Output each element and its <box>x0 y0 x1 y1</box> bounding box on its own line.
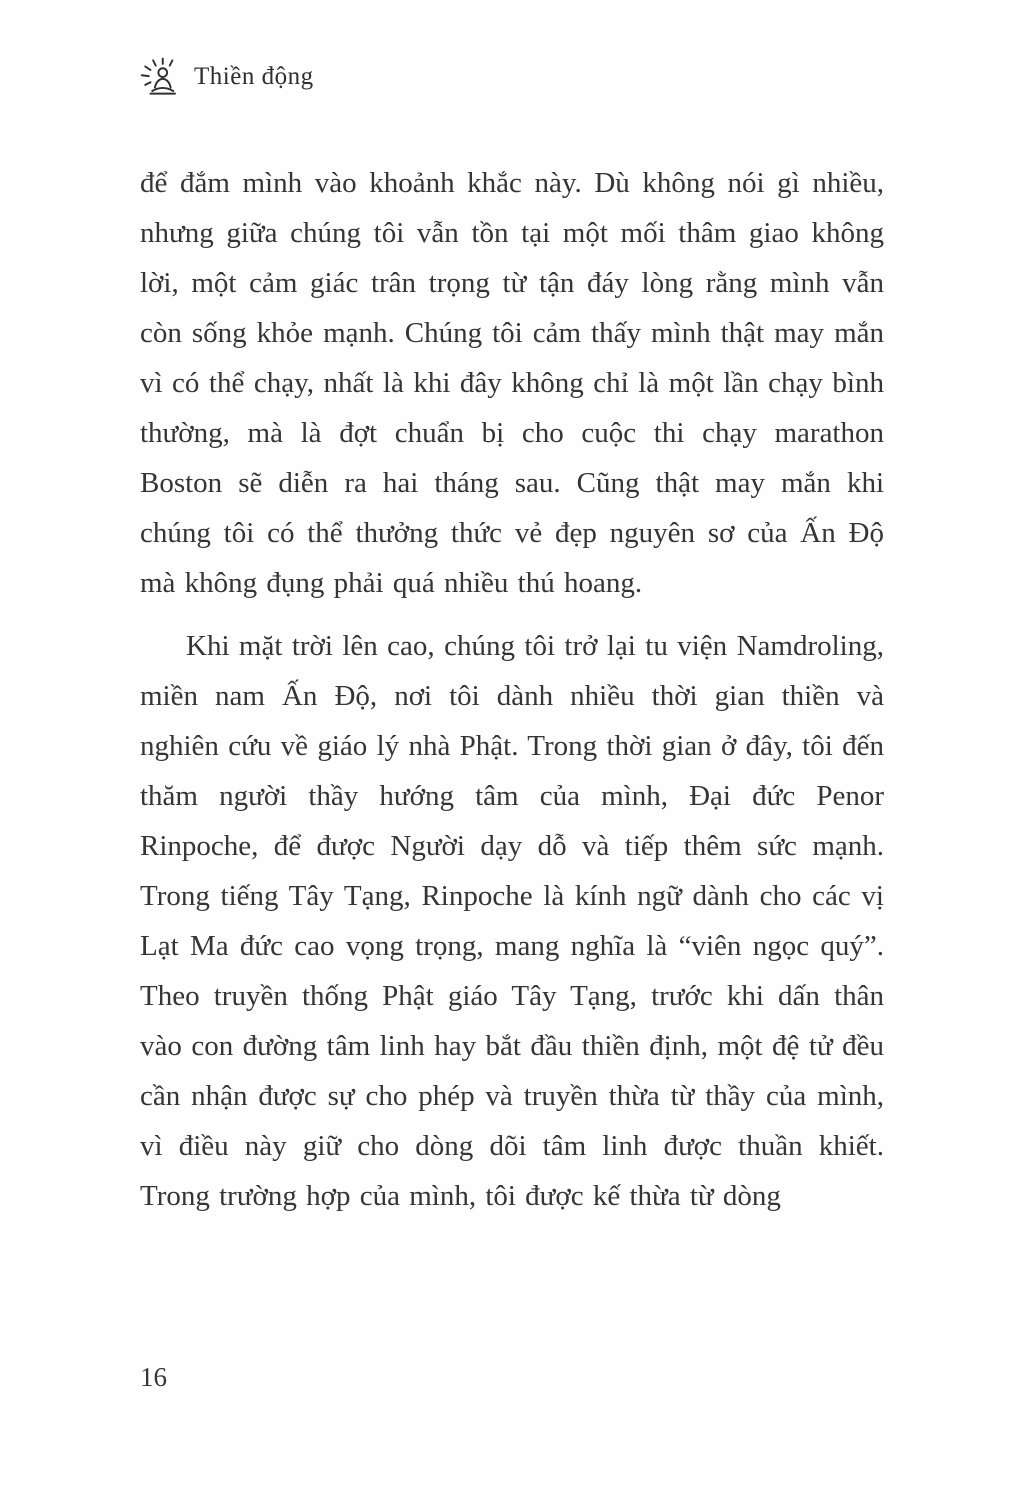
paragraph: Khi mặt trời lên cao, chúng tôi trở lại tu viện Namdroling, miền nam Ấn Độ, nơi tôi dành nhiều thời gian thiền và nghiên cứu về giáo lý nhà Phật. Trong thời gian ở đây, tôi đến thăm người thầy hướng tâm của mình, Đại đức Penor Rinpoche, để được Người dạy dỗ và tiếp thêm sức mạnh. Trong tiếng Tây Tạng, Rinpoche là kính ngữ dành cho các vị Lạt Ma đức cao vọng trọng, mang nghĩa là “viên ngọc quý”. Theo truyền thống Phật giáo Tây Tạng, trước khi dấn thân vào con đường tâm linh hay bắt đầu thiền định, một đệ tử đều cần nhận được sự cho phép và truyền thừa từ thầy của mình, vì điều này giữ cho dòng dõi tâm linh được thuần khiết. Trong trường hợp của mình, tôi được kế thừa từ dòng <box>140 630 884 1212</box>
body-text <box>140 158 884 1234</box>
paragraph: để đắm mình vào khoảnh khắc này. Dù không nói gì nhiều, nhưng giữa chúng tôi vẫn tồn tại một mối thâm giao không lời, một cảm giác trân trọng từ tận đáy lòng rằng mình vẫn còn sống khỏe mạnh. Chúng tôi cảm thấy mình thật may mắn vì có thể chạy, nhất là khi đây không chỉ là một lần chạy bình thường, mà là đợt chuẩn bị cho cuộc thi chạy marathon Boston sẽ diễn ra hai tháng sau. Cũng thật may mắn khi chúng tôi có thể thưởng thức vẻ đẹp nguyên sơ của Ấn Độ mà không đụng phải quá nhiều thú hoang. <box>140 167 884 599</box>
page-footer <box>140 1362 167 1393</box>
meditation-icon <box>140 56 182 98</box>
running-header <box>140 56 314 98</box>
page-number: 16 <box>140 1362 167 1392</box>
running-header-title: Thiền động <box>194 63 314 90</box>
